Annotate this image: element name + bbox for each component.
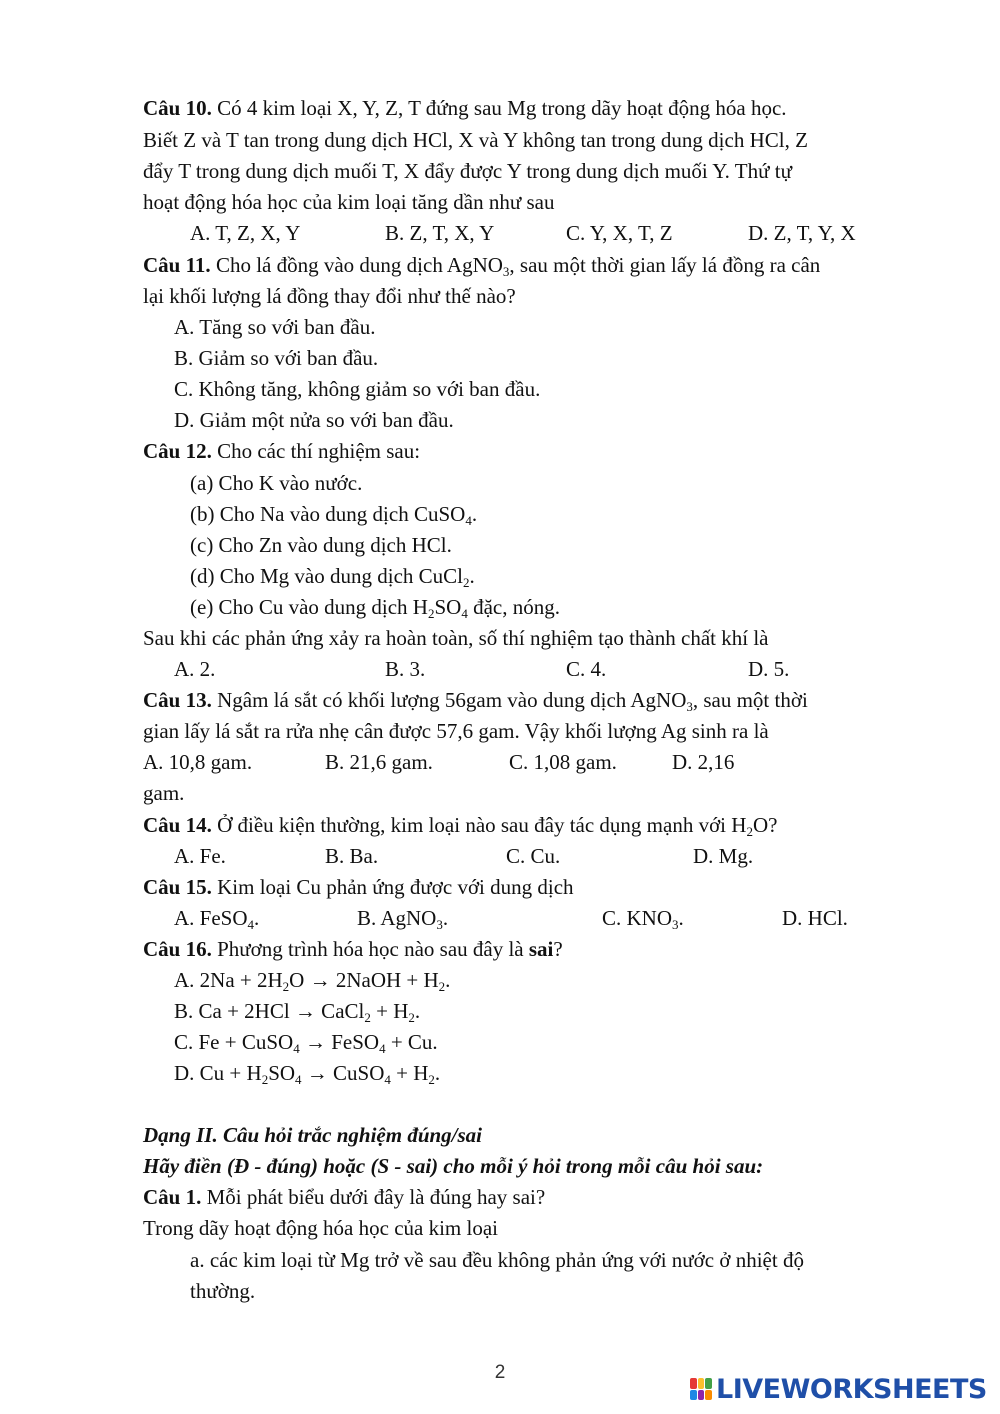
q13-option-b: B. 21,6 gam. xyxy=(325,750,433,774)
q11-option-c: C. Không tăng, không giảm so với ban đầu. xyxy=(174,377,541,401)
q13-option-c: C. 1,08 gam. xyxy=(509,750,617,774)
q12-option-a: A. 2. xyxy=(174,657,216,681)
q15-option-b: B. AgNO$_3$. xyxy=(357,906,449,932)
q10-line-3: đẩy T trong dung dịch muối T, X đẩy được Y trong dung dịch muối Y. Thứ tự xyxy=(143,159,792,183)
q13-label: Câu 13. xyxy=(143,688,212,712)
q16-option-c: C. Fe + CuSO$_4$ → FeSO$_4$ + Cu. xyxy=(174,1030,438,1056)
q11-option-d: D. Giảm một nửa so với ban đầu. xyxy=(174,408,454,432)
q14-option-d: D. Mg. xyxy=(693,844,754,868)
q1-statement-a-wrap: thường. xyxy=(190,1279,256,1303)
q1-line-2: Trong dãy hoạt động hóa học của kim loại xyxy=(143,1216,499,1240)
q12-line-1: Câu 12. Cho các thí nghiệm sau: xyxy=(143,439,421,463)
q14-option-c: C. Cu. xyxy=(506,844,561,868)
q16-option-b: B. Ca + 2HCl → CaCl$_2$ + $H_2$. xyxy=(174,999,421,1025)
q10-line-1: Câu 10. Có 4 kim loại X, Y, Z, T đứng sau Mg trong dãy hoạt động hóa học. xyxy=(143,96,787,120)
q11-option-b: B. Giảm so với ban đầu. xyxy=(174,346,379,370)
q13-line-1: Câu 13. Ngâm lá sắt có khối lượng 56gam vào dung dịch AgNO$_3$, sau một thời xyxy=(143,688,808,714)
q11-label: Câu 11. xyxy=(143,253,211,277)
q12-option-c: C. 4. xyxy=(566,657,607,681)
q14-line-1: Câu 14. Ở điều kiện thường, kim loại nào sau đây tác dụng mạnh với $H_2O$? xyxy=(143,813,778,839)
q15-option-c: C. $KNO_3$. xyxy=(602,906,684,932)
q12-option-b: B. 3. xyxy=(385,657,426,681)
q10-line-4: hoạt động hóa học của kim loại tăng dần như sau xyxy=(143,190,555,214)
liveworksheets-logo-text: LIVEWORKSHEETS xyxy=(716,1373,987,1405)
q13-option-d: D. 2,16 xyxy=(672,750,735,774)
q1-label: Câu 1. xyxy=(143,1185,202,1209)
section-2-instructions: Hãy điền (Đ - đúng) hoặc (S - sai) cho mỗi ý hỏi trong mỗi câu hỏi sau: xyxy=(143,1154,764,1178)
q15-label: Câu 15. xyxy=(143,875,212,899)
q14-label: Câu 14. xyxy=(143,813,212,837)
q10-option-d: D. Z, T, Y, X xyxy=(748,221,856,245)
q11-line-1: Câu 11. Cho lá đồng vào dung dịch AgNO$_3$, sau một thời gian lấy lá đồng ra cân xyxy=(143,253,821,279)
q11-line-2: lại khối lượng lá đồng thay đổi như thế nào? xyxy=(143,284,516,308)
q12-stem: Sau khi các phản ứng xảy ra hoàn toàn, số thí nghiệm tạo thành chất khí là xyxy=(143,626,769,650)
liveworksheets-logo-icon xyxy=(690,1378,712,1400)
liveworksheets-logo[interactable] xyxy=(690,1373,987,1405)
q10-option-a: A. T, Z, X, Y xyxy=(190,221,301,245)
q15-option-d: D. HCl. xyxy=(782,906,848,930)
q13-option-d-wrap: gam. xyxy=(143,781,185,805)
q16-option-d: D. $Cu + H_2SO_4$ → CuSO$_4$ + $H_2$. xyxy=(174,1061,441,1087)
q12-item-a: (a) Cho K vào nước. xyxy=(190,471,363,495)
q15-line-1: Câu 15. Kim loại Cu phản ứng được với dung dịch xyxy=(143,875,574,899)
q12-item-e: (e) Cho Cu vào dung dịch $H_2SO_4$ đặc, nóng. xyxy=(190,595,560,621)
q14-option-b: B. Ba. xyxy=(325,844,379,868)
q13-line-2: gian lấy lá sắt ra rửa nhẹ cân được 57,6 gam. Vậy khối lượng Ag sinh ra là xyxy=(143,719,769,743)
section-2-title: Dạng II. Câu hỏi trắc nghiệm đúng/sai xyxy=(143,1123,483,1147)
q16-label: Câu 16. xyxy=(143,937,212,961)
q12-option-d: D. 5. xyxy=(748,657,790,681)
q10-option-c: C. Y, X, T, Z xyxy=(566,221,673,245)
q14-option-a: A. Fe. xyxy=(174,844,226,868)
page-number: 2 xyxy=(494,1362,506,1383)
q12-item-d: (d) Cho Mg vào dung dịch CuCl$_2$. xyxy=(190,564,475,590)
q12-label: Câu 12. xyxy=(143,439,212,463)
q1-statement-a: a. các kim loại từ Mg trở về sau đều không phản ứng với nước ở nhiệt độ xyxy=(190,1248,804,1272)
q12-item-c: (c) Cho Zn vào dung dịch HCl. xyxy=(190,533,452,557)
q16-option-a: A. $2Na + 2H_2O$ → 2NaOH + $H_2$. xyxy=(174,968,451,994)
q1-line-1: Câu 1. Mỗi phát biểu dưới đây là đúng hay sai? xyxy=(143,1185,546,1209)
q16-line-1: Câu 16. Phương trình hóa học nào sau đây là sai? xyxy=(143,937,563,961)
q12-item-b: (b) Cho Na vào dung dịch CuSO$_4$. xyxy=(190,502,478,528)
q13-option-a: A. 10,8 gam. xyxy=(143,750,253,774)
q10-line-2: Biết Z và T tan trong dung dịch HCl, X và Y không tan trong dung dịch HCl, Z xyxy=(143,128,808,152)
q10-label: Câu 10. xyxy=(143,96,212,120)
q11-option-a: A. Tăng so với ban đầu. xyxy=(174,315,376,339)
q15-option-a: A. FeSO$_4$. xyxy=(174,906,260,932)
q10-option-b: B. Z, T, X, Y xyxy=(385,221,495,245)
